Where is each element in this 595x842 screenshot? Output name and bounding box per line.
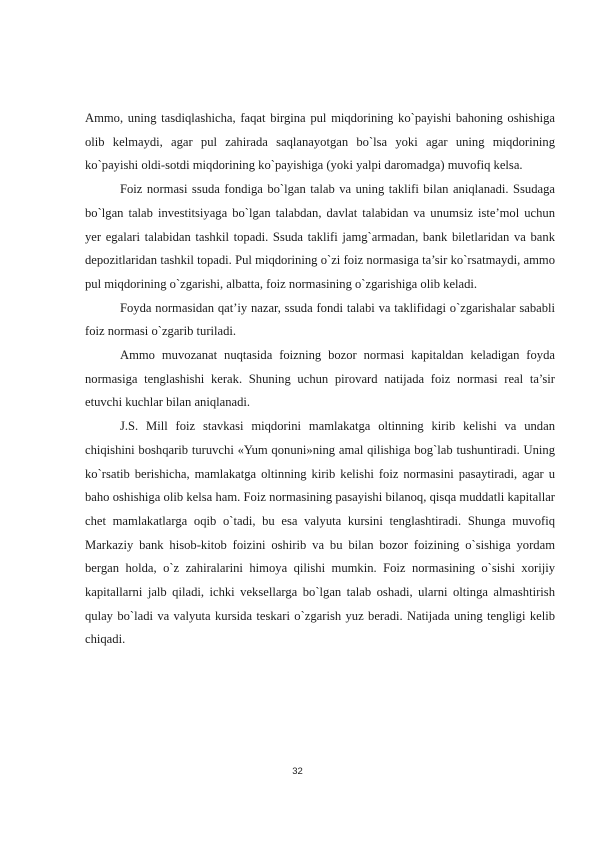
paragraph-1: Ammo, uning tasdiqlashicha, faqat birgina pul miqdorining ko`payishi bahoning oshishiga olib kelmaydi, agar pul zahirada saqlanayotgan bo`lsa yoki agar uning miqdorining ko`payishi oldi-sotdi miqdorining ko`payishiga (yoki yalpi daromadga) muvofiq kelsa. [85,111,555,173]
paragraph-5: J.S. Mill foiz stavkasi miqdorini mamlakatga oltinning kirib kelishi va undan chiqishini boshqarib turuvchi «Yum qonuni»ning amal qilishiga bog`lab tushuntiradi. Uning ko`rsatib berishicha, mamlakatga oltinning kirib kelishi foiz normasini pasaytiradi, agar u baho oshishiga olib kelsa ham. Foiz normasining pasayishi bilanoq, qisqa muddatli kapitallar chet mamlakatlarga oqib o`tadi, bu esa valyuta kursini tenglashtiradi. Shunga muvofiq Markaziy bank hisob-kitob foizini oshirib va bu bilan bozor foizining o`sishiga yordam bergan holda, o`z zahiralarini himoya qilishi mumkin. Foiz normasining o`sishi xorijiy kapitallarni jalb qiladi, ichki veksellarga bo`lgan talab oshadi, ularni oltinga almashtirish qulay bo`ladi va valyuta kursida teskari o`zgarish yuz beradi. Natijada uning tengligi kelib chiqadi. [85,419,555,647]
paragraph-2: Foiz normasi ssuda fondiga bo`lgan talab va uning taklifi bilan aniqlanadi. Ssudaga bo`lgan talab investitsiyaga bo`lgan talabdan, davlat talabidan va unumsiz iste’mol uchun yer egalari talabidan tashkil topadi. Ssuda taklifi jamg`armadan, bank biletlaridan va bank depozitlaridan tashkil topadi. Pul miqdorining o`zi foiz normasiga ta’sir ko`rsatmaydi, ammo pul miqdorining o`zgarishi, albatta, foiz normasining o`zgarishiga olib keladi. [85,182,555,291]
paragraph-4: Ammo muvozanat nuqtasida foizning bozor normasi kapitaldan keladigan foyda normasiga tenglashishi kerak. Shuning uchun pirovard natijada foiz normasi real ta’sir etuvchi kuchlar bilan aniqlanadi. [85,348,555,410]
paragraph-3: Foyda normasidan qat’iy nazar, ssuda fondi talabi va taklifidagi o`zgarishalar sababli foiz normasi o`zgarib turiladi. [85,300,555,339]
document-body [85,107,555,652]
page-number: 32 [292,766,303,777]
